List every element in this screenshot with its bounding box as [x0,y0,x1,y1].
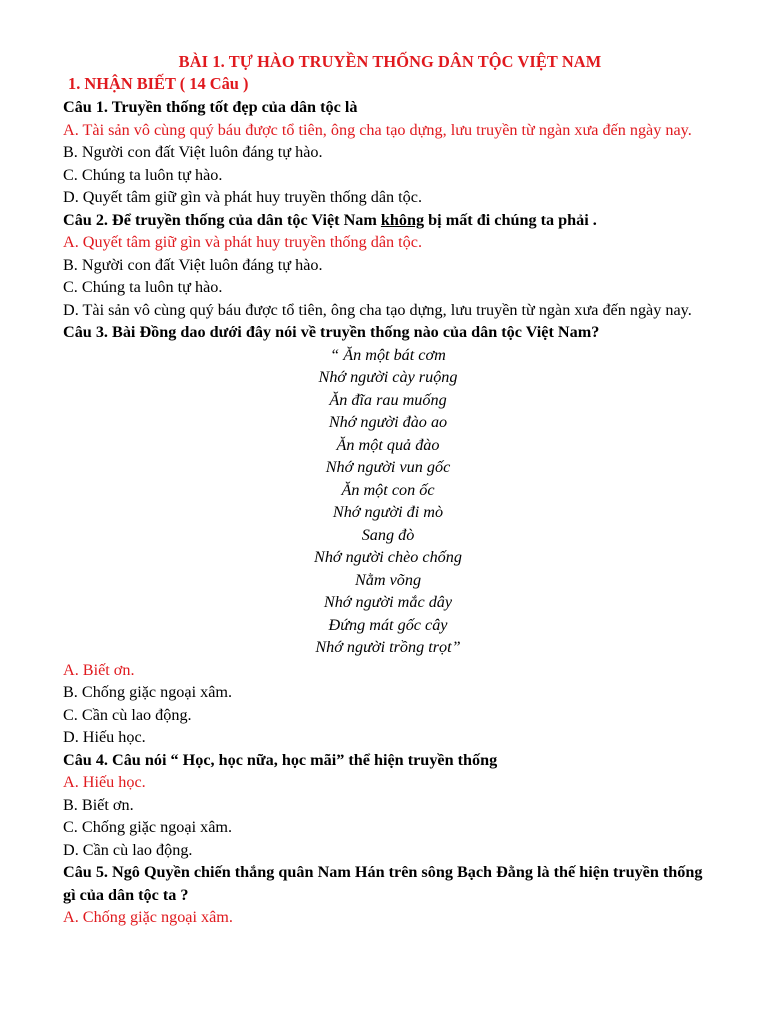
question-4: Câu 4. Câu nói “ Học, học nữa, học mãi” thể hiện truyền thống [63,750,498,769]
q4-answer-c: C. Chống giặc ngoại xâm. [63,818,233,836]
q1-answer-c: C. Chúng ta luôn tự hào. [63,165,223,184]
q1-answer-a: A. Tài sản vô cùng quý báu được tổ tiên, ông cha tạo dựng, lưu truyền từ ngàn xưa đến ngày nay. [63,120,692,139]
poem-line: Nhớ người vun gốc [325,458,451,476]
q2-text-after: bị mất đi chúng ta phải . [424,210,597,229]
poem-line: Ăn đĩa rau muống [329,390,447,409]
q4-answer-d: D. Cần cù lao động. [63,840,193,859]
question-3: Câu 3. Bài Đồng dao dưới đây nói về truyền thống nào của dân tộc Việt Nam? [63,323,600,341]
poem-line: Nhớ người chèo chống [314,548,462,566]
q2-answer-a: A. Quyết tâm giữ gìn và phát huy truyền thống dân tộc. [63,233,422,251]
poem-line: Ăn một quả đào [336,435,440,454]
question-list [63,96,713,929]
q3-answer-d: D. Hiếu học. [63,728,146,746]
q1-answer-b: B. Người con đất Việt luôn đáng tự hào. [63,143,323,161]
poem-line: Nhớ người mắc dây [323,593,453,611]
q2-answer-c: C. Chúng ta luôn tự hào. [63,278,223,296]
poem-line: Nhớ người đào ao [328,413,448,431]
q3-answer-c: C. Cần cù lao động. [63,705,192,724]
q4-answer-b: B. Biết ơn. [63,795,134,814]
q3-answer-a: A. Biết ơn. [63,660,135,679]
question-5: Câu 5. Ngô Quyền chiến thắng quân Nam Hán trên sông Bạch Đằng là thế hiện truyền thống gì của dân tộc ta ? [63,863,703,904]
q5-answer-a: A. Chống giặc ngoại xâm. [63,908,233,926]
poem-line: Nhớ người cày ruộng [318,368,458,386]
poem-line: Nằm võng [354,570,422,589]
poem-line: Đứng mát gốc cây [328,615,448,634]
q2-answer-b: B. Người con đất Việt luôn đáng tự hào. [63,255,323,274]
q2-answer-d: D. Tài sản vô cùng quý báu được tổ tiên, ông cha tạo dựng, lưu truyền từ ngàn xưa đến ngày nay. [63,300,692,319]
question-1: Câu 1. Truyền thống tốt đẹp của dân tộc là [63,98,358,116]
q3-answer-b: B. Chống giặc ngoại xâm. [63,683,233,701]
q4-answer-a: A. Hiếu học. [63,773,146,791]
poem-line: “ Ăn một bát cơm [330,345,446,364]
q2-text-before: Câu 2. Để truyền thống của dân tộc Việt Nam [63,210,381,229]
q2-underlined-word: không [380,210,425,229]
document-title: BÀI 1. TỰ HÀO TRUYỀN THỐNG DÂN TỘC VIỆT NAM [178,52,602,71]
poem [63,344,713,659]
poem-line: Nhớ người đi mò [332,503,444,521]
section-heading: 1. NHẬN BIẾT ( 14 Câu ) [68,74,249,93]
poem-line: Ăn một con ốc [341,480,435,499]
poem-line: Nhớ người trồng trọt” [315,638,461,656]
q1-answer-d: D. Quyết tâm giữ gìn và phát huy truyền thống dân tộc. [63,188,422,206]
poem-line: Sang đò [361,525,415,544]
question-2 [63,209,713,232]
